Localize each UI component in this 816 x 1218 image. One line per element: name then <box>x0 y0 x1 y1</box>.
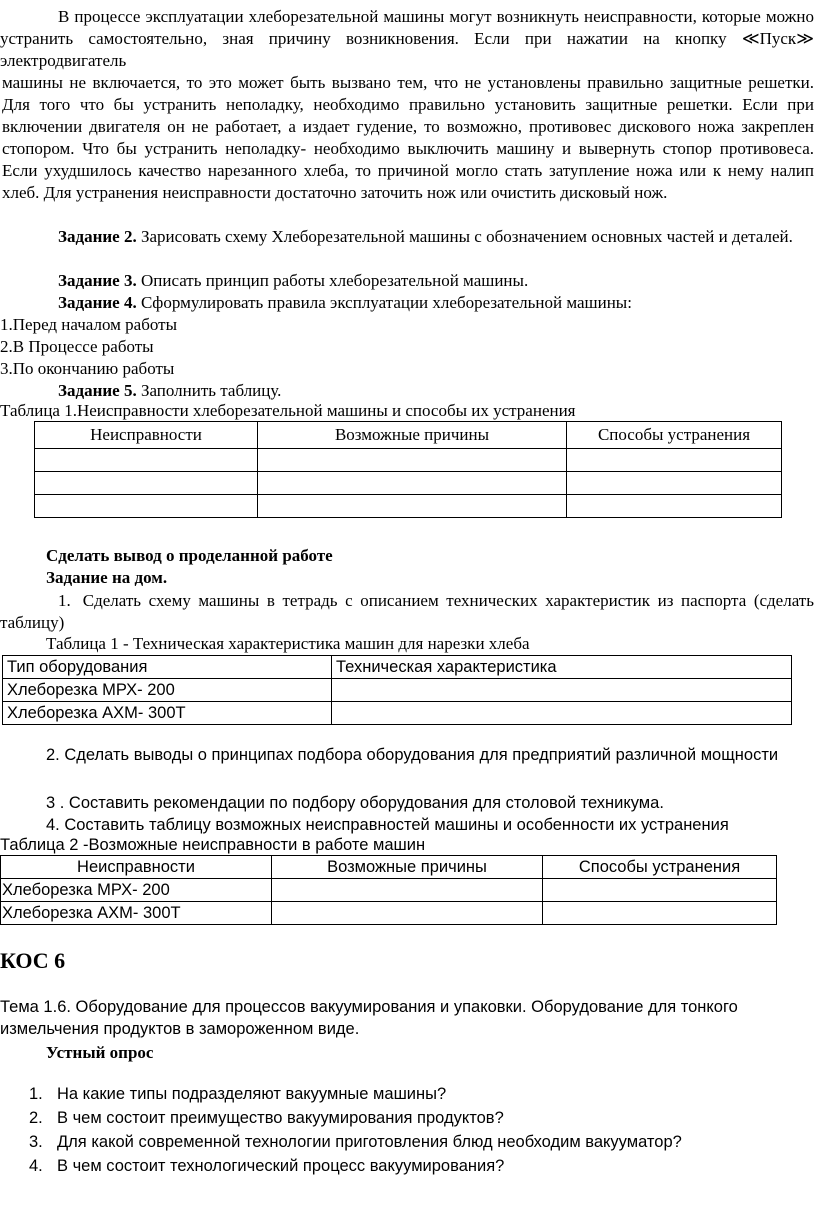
homework-title-text: Задание на дом. <box>46 568 168 587</box>
conclusion-text: Сделать вывод о проделанной работе <box>46 546 333 565</box>
faults-table-2 <box>0 855 777 925</box>
table-cell <box>35 495 258 518</box>
list-item <box>0 1131 814 1155</box>
homework-item-2: 2. Сделать выводы о принципах подбора оборудования для предприятий различной мощности <box>46 746 779 764</box>
faults-table <box>34 421 782 518</box>
table-row <box>3 702 792 725</box>
faults-table2-caption: Таблица 2 -Возможные неисправности в работе машин <box>0 836 426 854</box>
table-cell <box>332 679 792 702</box>
kos-title: КОС 6 <box>0 948 66 973</box>
task-5 <box>58 380 281 402</box>
question-text: В чем состоит технологический процесс вакуумирования? <box>57 1157 505 1175</box>
oral-quiz-text: Устный опрос <box>46 1043 154 1062</box>
table-cell <box>567 449 782 472</box>
table-header-cell: Возможные причины <box>272 856 543 879</box>
list-item <box>0 1155 814 1179</box>
task-4 <box>58 292 632 314</box>
table-row <box>1 879 777 902</box>
question-number: 3. <box>29 1133 43 1151</box>
table-header-cell: Возможные причины <box>258 422 567 449</box>
table-cell <box>35 472 258 495</box>
tech-spec-table <box>2 655 792 725</box>
homework-item-3: 3 . Составить рекомендации по подбору оборудования для столовой техникума. <box>46 794 664 812</box>
oral-quiz-heading <box>46 1042 153 1064</box>
table-header-cell: Неисправности <box>1 856 272 879</box>
question-number: 2. <box>29 1109 43 1127</box>
homework-item-4: 4. Составить таблицу возможных неисправностей машины и особенности их устранения <box>46 816 729 834</box>
table-cell: Хлеборезка АХМ- 300Т <box>3 702 332 725</box>
table-header-cell: Техническая характеристика <box>332 656 792 679</box>
task-2-label: Задание 2. <box>58 227 137 246</box>
table-header-row <box>35 422 782 449</box>
question-text: На какие типы подразделяют вакуумные машины? <box>57 1085 447 1103</box>
question-number: 1. <box>29 1085 43 1103</box>
table1-caption: Таблица 1.Неисправности хлеборезательной машины и способы их устранения <box>0 401 576 420</box>
table-row <box>1 902 777 925</box>
task-4-text: Сформулировать правила эксплуатации хлеборезательной машины: <box>136 293 632 312</box>
table-row <box>35 449 782 472</box>
list-item <box>0 1083 814 1107</box>
table-row <box>35 495 782 518</box>
rule-2: 2.В Процессе работы <box>0 337 154 356</box>
table-cell <box>35 449 258 472</box>
tech-table-caption: Таблица 1 - Техническая характеристика машин для нарезки хлеба <box>46 634 530 653</box>
table-header-row <box>3 656 792 679</box>
table-header-cell: Неисправности <box>35 422 258 449</box>
table-cell: Хлеборезка МРХ- 200 <box>3 679 332 702</box>
question-number: 4. <box>29 1157 43 1175</box>
table-cell <box>258 495 567 518</box>
table-row <box>3 679 792 702</box>
intro-paragraph-2: машины не включается, то это может быть вызвано тем, что не установлены правильно защитные решетки. Для того что бы устранить неполадку, необходимо правильно установить защитные решетки. Если при включении двигателя он не работает, а издает гудение, то возможно, противовес дискового ножа закреплен стопором. Что бы устранить неполадку- необходимо выключить машину и вывернуть стопор противовеса. Если ухудшилось качество нарезанного хлеба, то причиной могло стать затупление ножа или к нему налип хлеб. Для устранения неисправности достаточно заточить нож или очистить дисковый нож. <box>2 73 814 202</box>
task-3-text: Описать принцип работы хлеборезательной машины. <box>136 271 529 290</box>
table-cell <box>258 472 567 495</box>
table-cell <box>272 879 543 902</box>
intro-paragraph-1: В процессе эксплуатации хлеборезательной машины могут возникнуть неисправности, которые можно устранить самостоятельно, зная причину возникновения. Если при нажатии на кнопку ≪Пуск≫ электродвигатель <box>0 7 814 70</box>
table-cell <box>567 472 782 495</box>
table-header-cell: Тип оборудования <box>3 656 332 679</box>
question-list <box>0 1083 814 1179</box>
homework-title <box>46 567 167 589</box>
table-cell <box>332 702 792 725</box>
table-cell <box>567 495 782 518</box>
table-cell: Хлеборезка МРХ- 200 <box>1 879 272 902</box>
task-3 <box>58 270 528 292</box>
list-item <box>0 1107 814 1131</box>
kos-topic: Тема 1.6. Оборудование для процессов вакуумирования и упаковки. Оборудование для тонкого измельчения продуктов в замороженном виде. <box>0 998 738 1038</box>
task-2-text: Зарисовать схему Хлеборезательной машины с обозначением основных частей и деталей. <box>136 227 793 246</box>
conclusion-heading <box>46 545 333 567</box>
homework-item-1-text: Сделать схему машины в тетрадь с описанием технических характеристик из паспорта (сделать таблицу) <box>0 591 814 632</box>
rule-1: 1.Перед началом работы <box>0 315 177 334</box>
table-cell <box>543 879 777 902</box>
table-header-cell: Способы устранения <box>543 856 777 879</box>
question-text: Для какой современной технологии приготовления блюд необходим вакууматор? <box>57 1133 682 1151</box>
question-text: В чем состоит преимущество вакуумирования продуктов? <box>57 1109 504 1127</box>
table-header-row <box>1 856 777 879</box>
rule-3: 3.По окончанию работы <box>0 359 175 378</box>
homework-item-1 <box>0 590 814 634</box>
homework-item-1-number: 1. <box>58 591 71 610</box>
table-cell <box>543 902 777 925</box>
task-5-text: Заполнить таблицу. <box>136 381 282 400</box>
task-4-label: Задание 4. <box>58 293 137 312</box>
table-cell: Хлеборезка АХМ- 300Т <box>1 902 272 925</box>
task-3-label: Задание 3. <box>58 271 137 290</box>
task-5-label: Задание 5. <box>58 381 137 400</box>
table-cell <box>272 902 543 925</box>
table-row <box>35 472 782 495</box>
task-2 <box>0 226 814 248</box>
table-cell <box>258 449 567 472</box>
table-header-cell: Способы устранения <box>567 422 782 449</box>
